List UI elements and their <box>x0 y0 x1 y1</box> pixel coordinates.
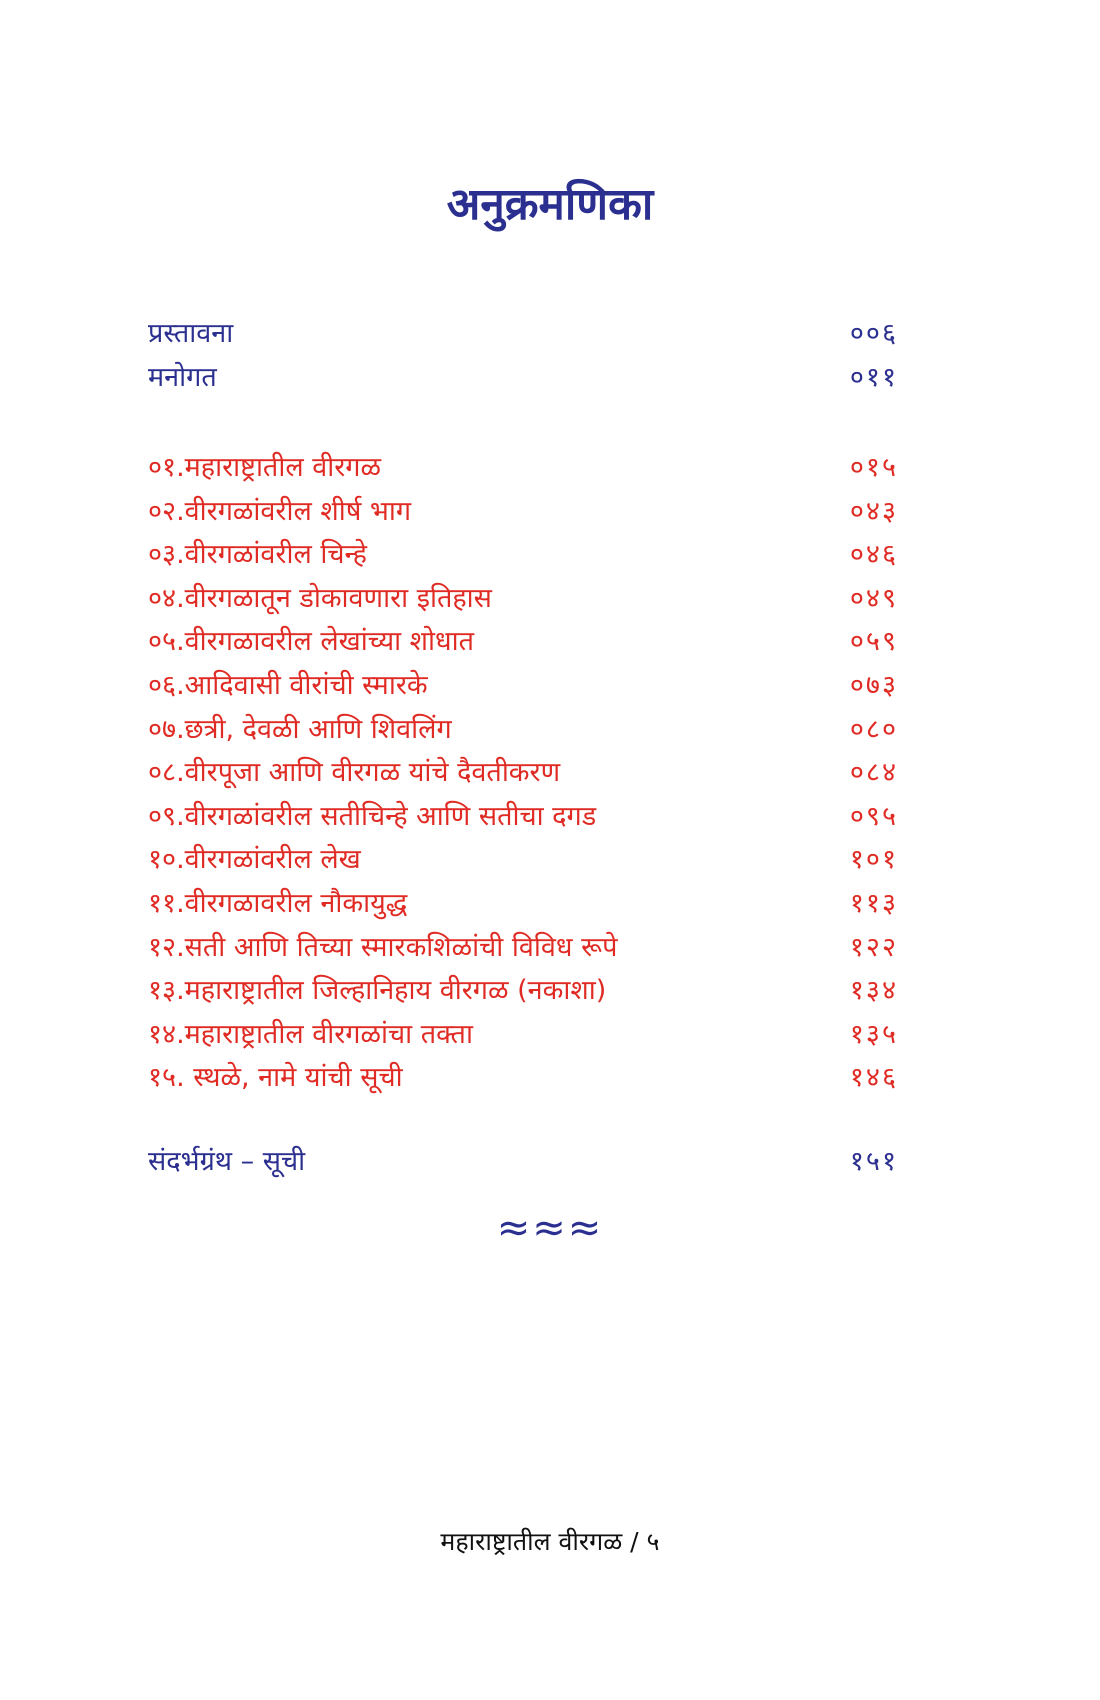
chapter-page: ११३ <box>849 887 898 919</box>
chapter-title: ०४.वीरगळातून डोकावणारा इतिहास <box>148 582 492 614</box>
chapter-entry-08[interactable] <box>148 751 898 795</box>
toc-entry-page: १५१ <box>849 1146 898 1177</box>
chapter-page: ०५९ <box>849 626 898 658</box>
chapter-entry-04[interactable] <box>148 577 898 621</box>
chapter-title: ०९.वीरगळांवरील सतीचिन्हे आणि सतीचा दगड <box>148 800 597 832</box>
chapter-title: १३.महाराष्ट्रातील जिल्हानिहाय वीरगळ (नकाशा) <box>148 975 607 1007</box>
chapter-entry-02[interactable] <box>148 490 898 534</box>
footer-book-title: महाराष्ट्रातील वीरगळ <box>440 1527 623 1556</box>
chapter-entry-03[interactable] <box>148 533 898 577</box>
chapter-title: १५. स्थळे, नामे यांची सूची <box>148 1062 403 1094</box>
chapter-page: १३४ <box>849 975 898 1007</box>
footer-page-number: ५ <box>646 1527 660 1556</box>
chapter-title: ०३.वीरगळांवरील चिन्हे <box>148 539 367 571</box>
toc-entry-prastavana[interactable] <box>148 312 898 356</box>
chapter-page: ०८० <box>849 713 898 745</box>
chapter-title: ११.वीरगळावरील नौकायुद्ध <box>148 887 408 919</box>
toc-entry-bibliography[interactable] <box>148 1140 898 1184</box>
chapter-page: ०४९ <box>849 582 898 614</box>
chapter-list <box>148 446 898 1100</box>
chapter-entry-11[interactable] <box>148 882 898 926</box>
chapter-entry-13[interactable] <box>148 969 898 1013</box>
page-footer <box>0 1524 1100 1558</box>
chapter-title: ०५.वीरगळावरील लेखांच्या शोधात <box>148 626 475 658</box>
toc-entry-page: ००६ <box>849 318 898 349</box>
chapter-page: ०४६ <box>849 539 898 571</box>
chapter-title: ०८.वीरपूजा आणि वीरगळ यांचे दैवतीकरण <box>148 757 561 789</box>
chapter-page: ०७३ <box>849 669 898 701</box>
footer-divider: / <box>630 1527 639 1556</box>
toc-entry-page: ०११ <box>849 361 898 393</box>
chapter-title: १४.महाराष्ट्रातील वीरगळांचा तक्ता <box>148 1018 473 1050</box>
chapter-entry-05[interactable] <box>148 620 898 664</box>
chapter-entry-01[interactable] <box>148 446 898 490</box>
chapter-page: १३५ <box>849 1018 898 1050</box>
chapter-entry-12[interactable] <box>148 926 898 970</box>
chapter-page: १४६ <box>849 1062 898 1094</box>
chapter-entry-10[interactable] <box>148 838 898 882</box>
back-matter-list <box>148 1140 898 1184</box>
chapter-page: ०४३ <box>849 495 898 527</box>
toc-entry-label: मनोगत <box>148 361 217 393</box>
chapter-entry-14[interactable] <box>148 1013 898 1057</box>
section-separator: ≈≈≈ <box>496 1205 604 1251</box>
chapter-title: १२.सती आणि तिच्या स्मारकशिळांची विविध रूपे <box>148 931 618 963</box>
chapter-page: ०९५ <box>849 800 898 832</box>
chapter-entry-15[interactable] <box>148 1056 898 1100</box>
chapter-entry-09[interactable] <box>148 795 898 839</box>
chapter-title: ०६.आदिवासी वीरांची स्मारके <box>148 669 428 701</box>
page-title: अनुक्रमणिका <box>446 179 654 230</box>
chapter-page: ०८४ <box>849 757 898 789</box>
chapter-title: १०.वीरगळांवरील लेख <box>148 844 361 876</box>
toc-entry-label: प्रस्तावना <box>148 318 234 349</box>
front-matter-list <box>148 312 898 399</box>
toc-entry-label: संदर्भग्रंथ – सूची <box>148 1146 306 1177</box>
chapter-title: ०२.वीरगळांवरील शीर्ष भाग <box>148 495 412 527</box>
chapter-page: १२२ <box>849 931 898 963</box>
chapter-page: १०१ <box>849 844 898 876</box>
chapter-title: ०७.छत्री, देवळी आणि शिवलिंग <box>148 713 452 745</box>
chapter-page: ०१५ <box>849 452 898 483</box>
toc-entry-manogat[interactable] <box>148 356 898 400</box>
chapter-entry-07[interactable] <box>148 708 898 752</box>
chapter-entry-06[interactable] <box>148 664 898 708</box>
chapter-title: ०१.महाराष्ट्रातील वीरगळ <box>148 452 381 483</box>
